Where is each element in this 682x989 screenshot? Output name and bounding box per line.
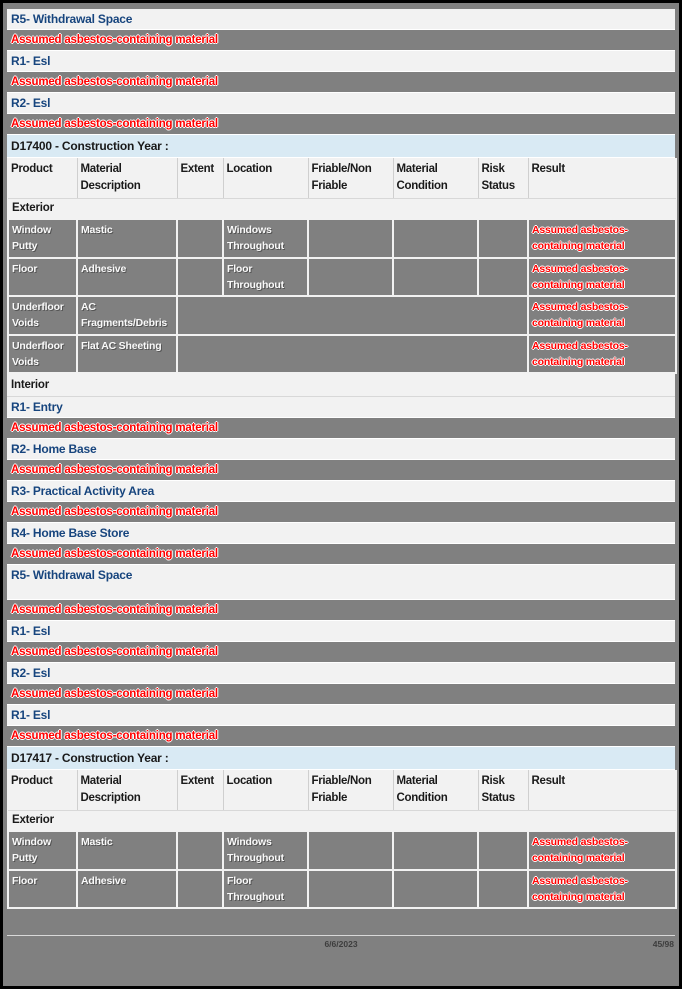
room-heading: R5- Withdrawal Space bbox=[7, 9, 675, 30]
assumed-material-banner: Assumed asbestos-containing material bbox=[7, 72, 675, 93]
page-footer bbox=[7, 935, 675, 952]
cell-product: Underfloor Voids bbox=[8, 335, 77, 374]
col-header-material-description: Material Description bbox=[77, 770, 177, 810]
cell-product: Floor bbox=[8, 870, 77, 909]
section-row-exterior bbox=[8, 810, 676, 831]
cell-extent bbox=[177, 258, 223, 297]
col-header-extent: Extent bbox=[177, 158, 223, 198]
cell-material: Adhesive bbox=[77, 258, 177, 297]
col-header-product: Product bbox=[8, 770, 77, 810]
table-row bbox=[8, 219, 676, 258]
cell-product: Underfloor Voids bbox=[8, 296, 77, 335]
room-heading: R1- Entry bbox=[7, 397, 675, 418]
cell-risk bbox=[478, 258, 528, 297]
assumed-material-banner: Assumed asbestos-containing material bbox=[7, 460, 675, 481]
cell-extent bbox=[177, 870, 223, 909]
cell-friable bbox=[308, 219, 393, 258]
cell-result: Assumed asbestos-containing material bbox=[528, 831, 676, 870]
report-content bbox=[7, 9, 675, 952]
cell-material: AC Fragments/Debris bbox=[77, 296, 177, 335]
building-header-d17417: D17417 - Construction Year : bbox=[7, 747, 675, 770]
cell-risk bbox=[478, 831, 528, 870]
cell-condition bbox=[393, 831, 478, 870]
col-header-extent: Extent bbox=[177, 770, 223, 810]
section-label: Exterior bbox=[8, 198, 676, 219]
table-header-row bbox=[8, 770, 676, 810]
cell-condition bbox=[393, 258, 478, 297]
assumed-material-banner: Assumed asbestos-containing material bbox=[7, 418, 675, 439]
cell-location: Windows Throughout bbox=[223, 219, 308, 258]
cell-product: Window Putty bbox=[8, 219, 77, 258]
col-header-friable: Friable/Non Friable bbox=[308, 158, 393, 198]
table-row bbox=[8, 258, 676, 297]
survey-table-d17400 bbox=[7, 158, 677, 374]
building-header-d17400: D17400 - Construction Year : bbox=[7, 135, 675, 158]
room-heading: R3- Practical Activity Area bbox=[7, 481, 675, 502]
col-header-material-condition: Material Condition bbox=[393, 158, 478, 198]
cell-result: Assumed asbestos-containing material bbox=[528, 258, 676, 297]
col-header-location: Location bbox=[223, 158, 308, 198]
cell-result: Assumed asbestos-containing material bbox=[528, 335, 676, 374]
col-header-material-description: Material Description bbox=[77, 158, 177, 198]
assumed-material-banner: Assumed asbestos-containing material bbox=[7, 642, 675, 663]
cell-friable bbox=[308, 831, 393, 870]
cell-friable bbox=[308, 870, 393, 909]
cell-location: Floor Throughout bbox=[223, 258, 308, 297]
assumed-material-banner: Assumed asbestos-containing material bbox=[7, 502, 675, 523]
section-row-exterior bbox=[8, 198, 676, 219]
footer-page-number: 45/98 bbox=[652, 939, 674, 950]
cell-result: Assumed asbestos-containing material bbox=[528, 870, 676, 909]
col-header-result: Result bbox=[528, 770, 676, 810]
section-label: Exterior bbox=[8, 810, 676, 831]
cell-merged-empty bbox=[177, 335, 528, 374]
cell-merged-empty bbox=[177, 296, 528, 335]
cell-material: Mastic bbox=[77, 831, 177, 870]
cell-extent bbox=[177, 219, 223, 258]
table-row bbox=[8, 870, 676, 909]
cell-location: Floor Throughout bbox=[223, 870, 308, 909]
table-row bbox=[8, 296, 676, 335]
footer-date: 6/6/2023 bbox=[324, 939, 358, 950]
cell-friable bbox=[308, 258, 393, 297]
room-heading: R4- Home Base Store bbox=[7, 523, 675, 544]
col-header-result: Result bbox=[528, 158, 676, 198]
cell-extent bbox=[177, 831, 223, 870]
table-row bbox=[8, 335, 676, 374]
col-header-product: Product bbox=[8, 158, 77, 198]
room-heading: R5- Withdrawal Space bbox=[7, 565, 675, 600]
assumed-material-banner: Assumed asbestos-containing material bbox=[7, 600, 675, 621]
cell-risk bbox=[478, 870, 528, 909]
assumed-material-banner: Assumed asbestos-containing material bbox=[7, 114, 675, 135]
section-row-interior: Interior bbox=[7, 374, 675, 397]
col-header-risk-status: Risk Status bbox=[478, 770, 528, 810]
col-header-risk-status: Risk Status bbox=[478, 158, 528, 198]
cell-product: Window Putty bbox=[8, 831, 77, 870]
assumed-material-banner: Assumed asbestos-containing material bbox=[7, 684, 675, 705]
cell-material: Flat AC Sheeting bbox=[77, 335, 177, 374]
assumed-material-banner: Assumed asbestos-containing material bbox=[7, 30, 675, 51]
assumed-material-banner: Assumed asbestos-containing material bbox=[7, 544, 675, 565]
room-heading: R2- Esl bbox=[7, 93, 675, 114]
room-heading: R1- Esl bbox=[7, 621, 675, 642]
cell-result: Assumed asbestos-containing material bbox=[528, 219, 676, 258]
cell-location: Windows Throughout bbox=[223, 831, 308, 870]
cell-result: Assumed asbestos-containing material bbox=[528, 296, 676, 335]
room-heading: R1- Esl bbox=[7, 705, 675, 726]
cell-material: Adhesive bbox=[77, 870, 177, 909]
room-heading: R2- Esl bbox=[7, 663, 675, 684]
table-row bbox=[8, 831, 676, 870]
assumed-material-banner: Assumed asbestos-containing material bbox=[7, 726, 675, 747]
survey-table-d17417 bbox=[7, 770, 677, 909]
cell-condition bbox=[393, 219, 478, 258]
room-heading: R2- Home Base bbox=[7, 439, 675, 460]
col-header-friable: Friable/Non Friable bbox=[308, 770, 393, 810]
table-header-row bbox=[8, 158, 676, 198]
cell-risk bbox=[478, 219, 528, 258]
cell-product: Floor bbox=[8, 258, 77, 297]
col-header-location: Location bbox=[223, 770, 308, 810]
col-header-material-condition: Material Condition bbox=[393, 770, 478, 810]
bottom-margin bbox=[7, 909, 675, 935]
cell-condition bbox=[393, 870, 478, 909]
cell-material: Mastic bbox=[77, 219, 177, 258]
room-heading: R1- Esl bbox=[7, 51, 675, 72]
